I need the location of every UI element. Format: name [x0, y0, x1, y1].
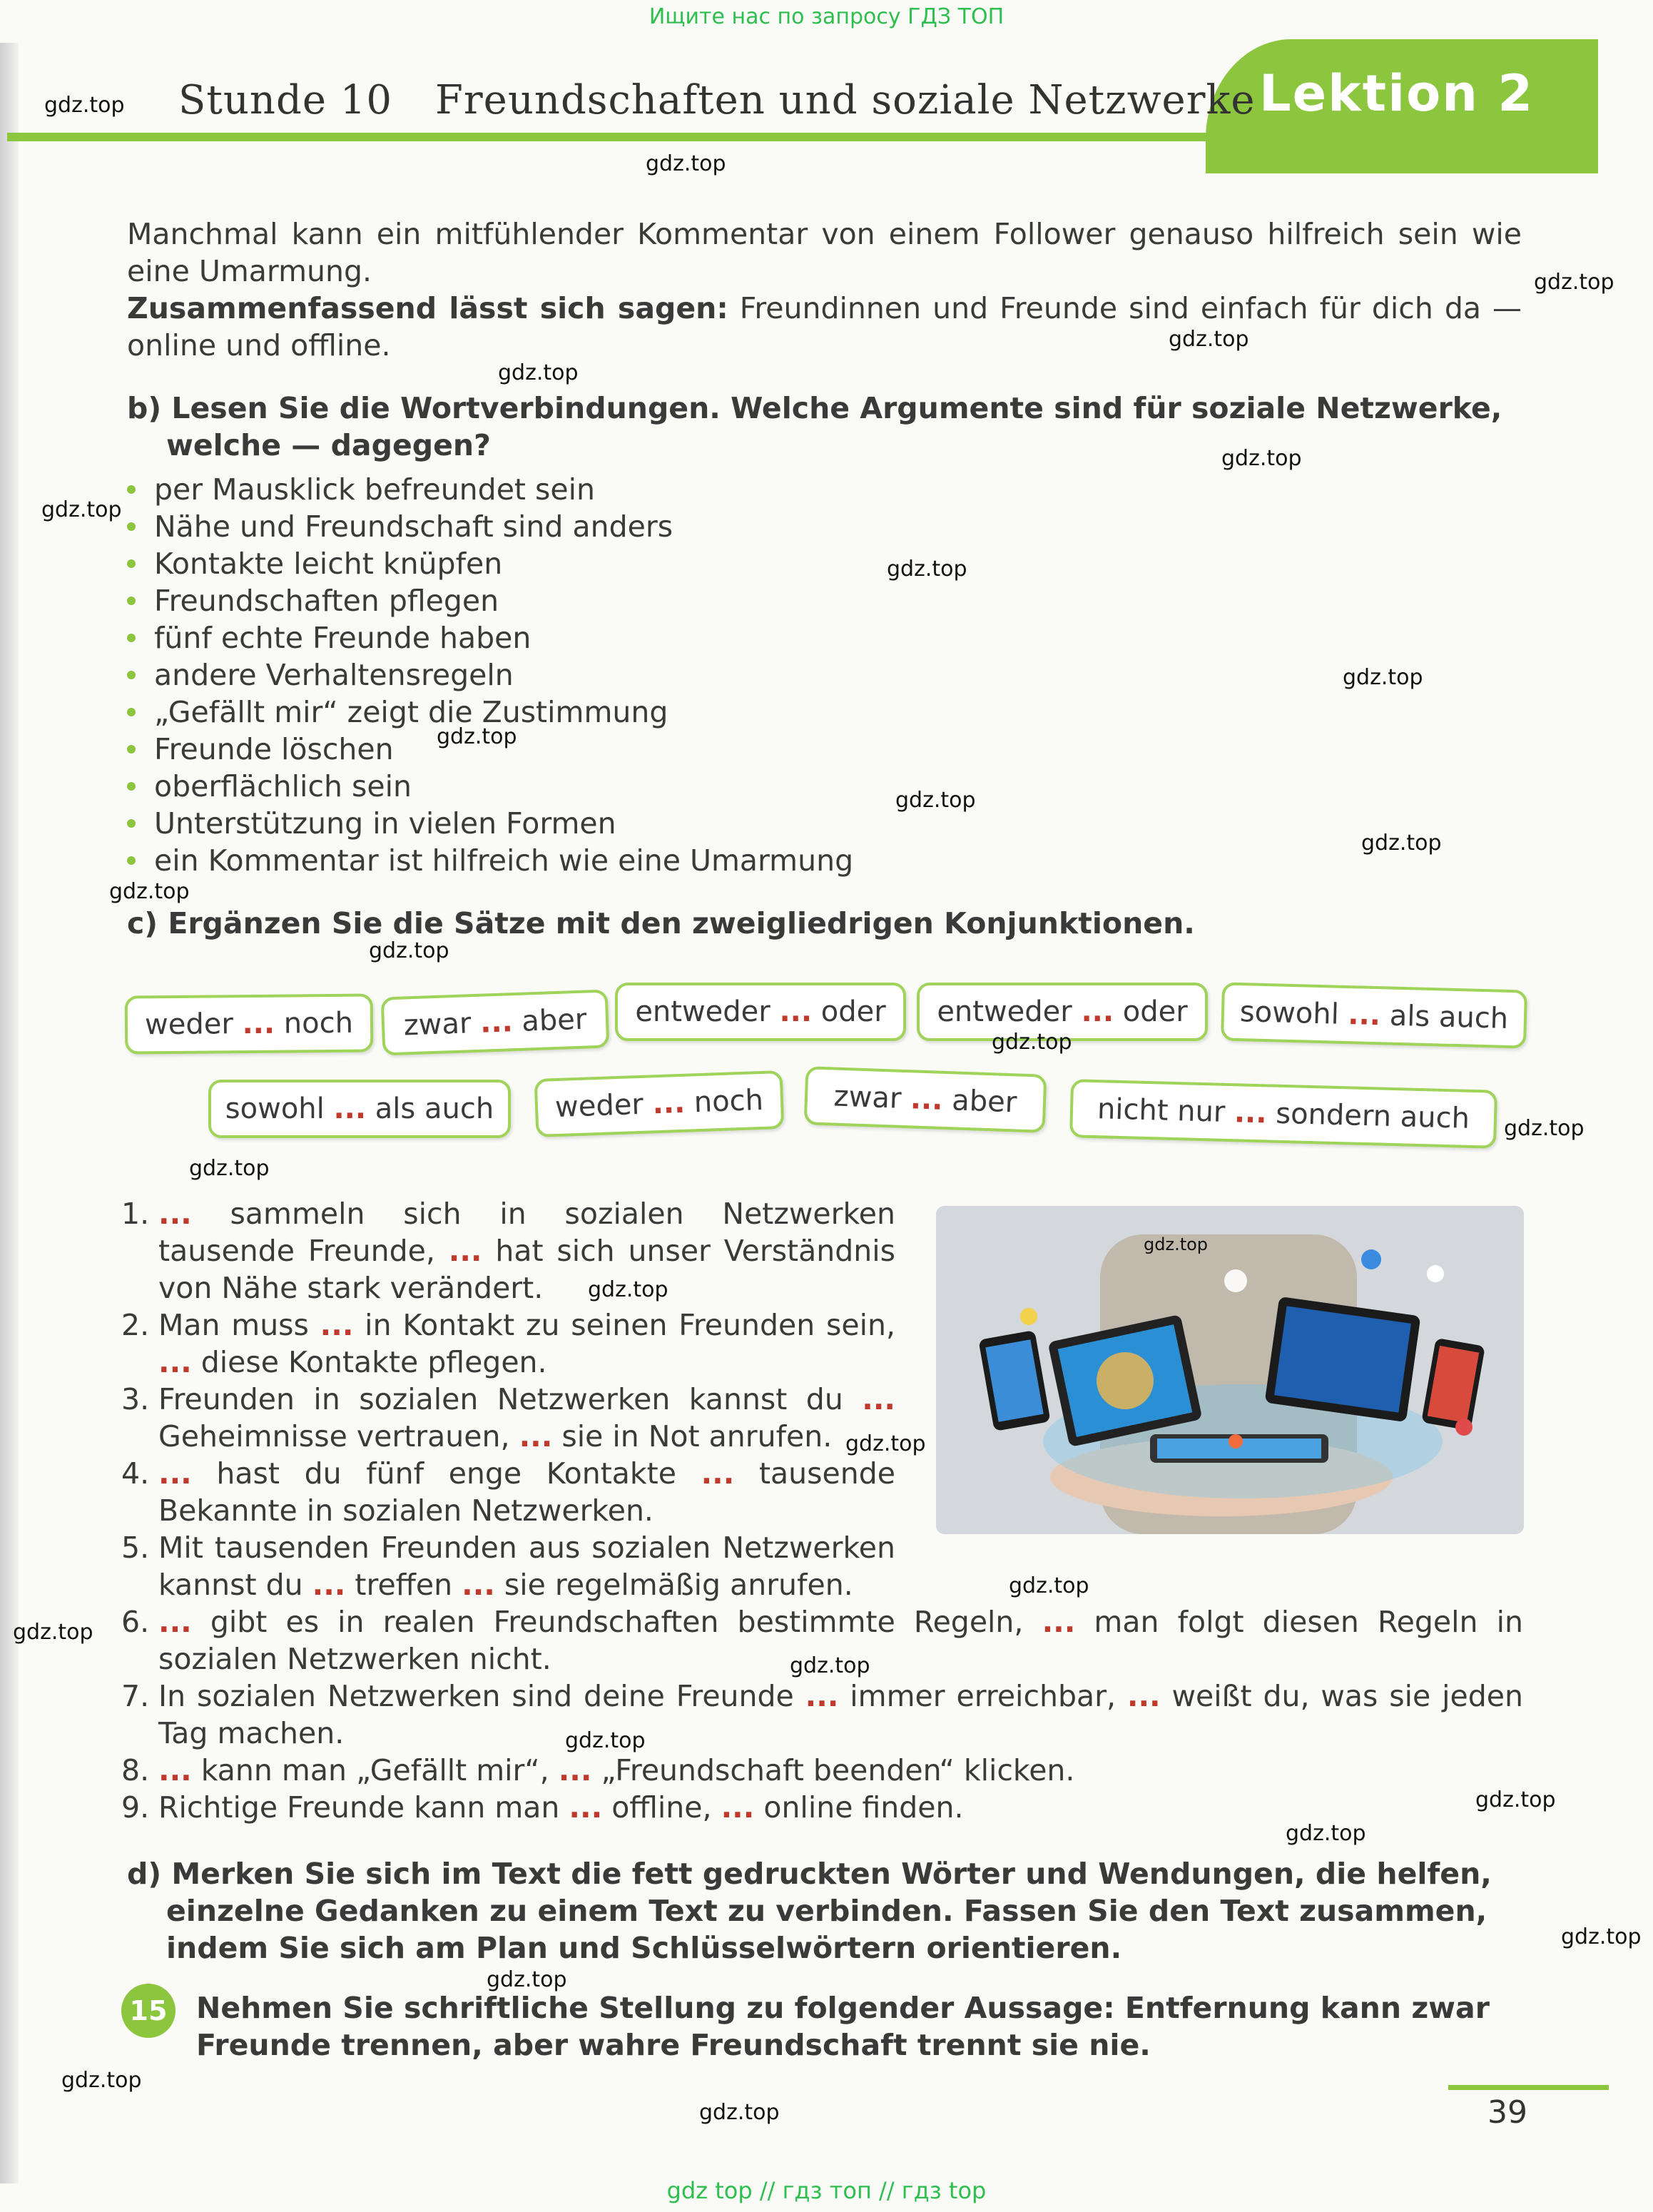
watermark: gdz.top: [992, 1030, 1072, 1055]
footer-links[interactable]: gdz top // гдз топ // гдз top: [666, 2177, 987, 2204]
list-item: 4. ... hast du fünf enge Kontakte ... tausende Bekannte in sozialen Netzwerken.: [121, 1456, 895, 1528]
social-network-photo: [936, 1206, 1524, 1534]
header-rule: [7, 133, 1234, 141]
task-b-text: Lesen Sie die Wortverbindungen. Welche Argumente sind für soziale Netzwerke, welche — dagegen?: [166, 391, 1502, 462]
watermark: gdz.top: [1343, 665, 1423, 690]
conjunction-card: entweder ... oder: [615, 983, 906, 1041]
watermark: gdz.top: [1144, 1234, 1209, 1254]
watermark: gdz.top: [437, 724, 517, 749]
task-b-label: b): [127, 391, 162, 425]
list-item: ein Kommentar ist hilfreich wie eine Umarmung: [127, 842, 853, 879]
conjunction-card: sowohl ... als auch: [208, 1080, 511, 1138]
sentence-list-bottom: [121, 1603, 1523, 1826]
watermark: gdz.top: [1475, 1787, 1556, 1812]
stunde-label: Stunde 10: [178, 77, 393, 123]
watermark: gdz.top: [487, 1967, 567, 1992]
conjunction-card: sowohl ... als auch: [1221, 982, 1527, 1048]
list-item: 6. ... gibt es in realen Freundschaften bestimmte Regeln, ... man folgt diesen Regeln in sozialen Netzwerken nicht.: [121, 1605, 1523, 1676]
watermark: gdz.top: [189, 1156, 270, 1181]
task-d-label: d): [127, 1857, 162, 1891]
watermark: gdz.top: [1286, 1821, 1366, 1846]
bullet-icon: [127, 819, 136, 828]
task-b-heading: [127, 390, 1561, 464]
summary-bold: Zusammenfassend lässt sich sagen:: [127, 291, 728, 325]
task-d-heading: [127, 1855, 1561, 1967]
bullet-icon: [127, 671, 136, 679]
list-item: 8. ... kann man „Gefällt mir“, ... „Freundschaft beenden“ klicken.: [121, 1753, 1075, 1787]
argument-list: [127, 471, 853, 879]
list-item: 5. Mit tausenden Freunden aus sozialen Netzwerken kannst du ... treffen ... sie regelmäßig anrufen.: [121, 1531, 895, 1602]
task-c-label: c): [127, 906, 158, 940]
list-item: 2. Man muss ... in Kontakt zu seinen Freunden sein, ... diese Kontakte pflegen.: [121, 1308, 895, 1379]
list-item: Freunde löschen: [127, 731, 853, 768]
conjunction-card: entweder ... oder: [917, 983, 1208, 1041]
list-item: 1. ... sammeln sich in sozialen Netzwerken tausende Freunde, ... hat sich unser Verständnis von Nähe stark verändert.: [121, 1197, 896, 1305]
list-item: 7. In sozialen Netzwerken sind deine Freunde ... immer erreichbar, ... weißt du, was sie jeden Tag machen.: [121, 1679, 1523, 1750]
watermark: gdz.top: [845, 1431, 926, 1456]
watermark: gdz.top: [887, 557, 967, 582]
list-item: Freundschaften pflegen: [127, 582, 853, 619]
watermark: gdz.top: [41, 497, 122, 522]
intro-paragraph: [127, 215, 1522, 364]
bullet-icon: [127, 745, 136, 754]
list-item: Kontakte leicht knüpfen: [127, 545, 853, 582]
page-number: 39: [1487, 2094, 1527, 2131]
watermark: gdz.top: [109, 879, 190, 904]
watermark: gdz.top: [1169, 327, 1249, 352]
task-15-text: Nehmen Sie schriftliche Stellung zu folgender Aussage: Entfernung kann zwar Freunde trennen, aber wahre Freundschaft trennt sie nie.: [196, 1991, 1490, 2062]
page-number-rule: [1448, 2085, 1609, 2090]
watermark: gdz.top: [588, 1277, 668, 1302]
watermark: gdz.top: [1009, 1573, 1089, 1598]
summary-line: [127, 290, 1522, 364]
watermark: gdz.top: [61, 2068, 142, 2093]
watermark: gdz.top: [646, 151, 726, 176]
list-item: oberflächlich sein: [127, 768, 853, 805]
summary-rest: Freundinnen und Freunde sind einfach für dich da — online und offline.: [127, 291, 1522, 362]
task-number-badge: 15: [121, 1984, 176, 2038]
conjunction-card: zwar ... aber: [804, 1066, 1047, 1133]
watermark: gdz.top: [699, 2100, 780, 2125]
watermark: gdz.top: [498, 360, 579, 385]
bullet-icon: [127, 708, 136, 716]
intro-line: Manchmal kann ein mitfühlender Kommentar von einem Follower genauso hilfreich sein wie eine Umarmung.: [127, 217, 1522, 288]
watermark: gdz.top: [13, 1620, 93, 1645]
bullet-icon: [127, 485, 136, 494]
sentence-list-top: [121, 1195, 895, 1603]
watermark: gdz.top: [44, 93, 125, 118]
watermark: gdz.top: [1534, 270, 1614, 295]
conjunction-card: zwar ... aber: [381, 989, 610, 1055]
list-item: fünf echte Freunde haben: [127, 619, 853, 656]
list-item: andere Verhaltensregeln: [127, 656, 853, 694]
list-item: 9. Richtige Freunde kann man ... offline, ... online finden.: [121, 1790, 964, 1825]
list-item: Unterstützung in vielen Formen: [127, 805, 853, 842]
watermark: gdz.top: [369, 938, 449, 963]
task-d-text: Merken Sie sich im Text die fett gedruckten Wörter und Wendungen, die helfen, einzelne Gedanken zu einem Text zu verbinden. Fassen Sie den Text zusammen, indem Sie sich am Plan und Schlüsselwörtern orientieren.: [166, 1857, 1492, 1965]
bullet-icon: [127, 634, 136, 642]
watermark: gdz.top: [565, 1728, 646, 1753]
task-c-text: Ergänzen Sie die Sätze mit den zweigliedrigen Konjunktionen.: [168, 906, 1195, 940]
list-item: Nähe und Freundschaft sind anders: [127, 508, 853, 545]
watermark: gdz.top: [1361, 831, 1442, 856]
list-item: 3. Freunden in sozialen Netzwerken kannst du ... Geheimnisse vertrauen, ... sie in Not anrufen.: [121, 1382, 895, 1453]
lektion-label: Lektion 2: [1259, 64, 1535, 123]
devices-illustration: [936, 1206, 1524, 1534]
bullet-icon: [127, 597, 136, 605]
bullet-icon: [127, 782, 136, 791]
top-banner[interactable]: Ищите нас по запросу ГДЗ ТОП: [649, 4, 1004, 29]
watermark: gdz.top: [895, 788, 976, 813]
conjunction-card: nicht nur ... sondern auch: [1069, 1079, 1497, 1149]
watermark: gdz.top: [790, 1653, 870, 1678]
lesson-title: Freundschaften und soziale Netzwerke: [435, 77, 1256, 123]
list-item: „Gefällt mir“ zeigt die Zustimmung: [127, 694, 853, 731]
bullet-icon: [127, 522, 136, 531]
bullet-icon: [127, 559, 136, 568]
bullet-icon: [127, 856, 136, 865]
task-c-heading: [127, 905, 1522, 942]
watermark: gdz.top: [1561, 1924, 1642, 1949]
page-gutter: [0, 43, 19, 2183]
conjunction-card: weder ... noch: [534, 1070, 785, 1137]
conjunction-card: weder ... noch: [125, 993, 374, 1054]
list-item: per Mausklick befreundet sein: [127, 471, 853, 508]
page-title: [178, 77, 1256, 123]
watermark: gdz.top: [1221, 446, 1302, 471]
watermark: gdz.top: [1504, 1116, 1585, 1141]
